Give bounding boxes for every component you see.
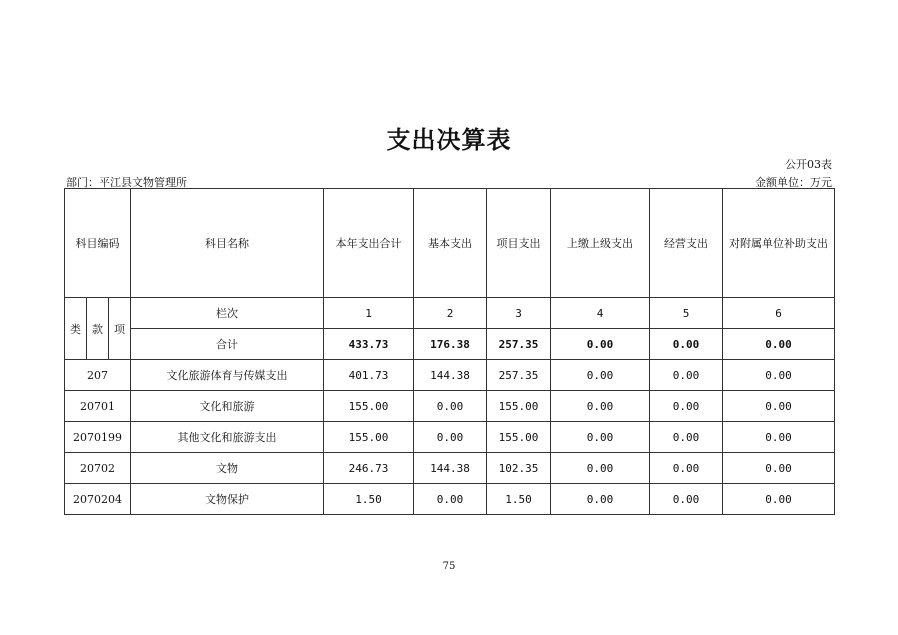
row-value: 0.00 (551, 484, 650, 515)
table-row (65, 484, 835, 515)
table-row (65, 422, 835, 453)
header-basic: 基本支出 (414, 189, 487, 298)
row-value: 155.00 (487, 422, 551, 453)
row-value: 0.00 (723, 453, 835, 484)
row-code: 2070199 (65, 422, 131, 453)
total-value: 0.00 (551, 329, 650, 360)
header-code: 科目编码 (65, 189, 131, 298)
form-number: 公开03表 (785, 158, 832, 171)
total-row (65, 329, 835, 360)
total-value: 257.35 (487, 329, 551, 360)
page-title: 支出决算表 (386, 125, 512, 154)
row-value: 1.50 (487, 484, 551, 515)
row-name: 文物保护 (131, 484, 324, 515)
row-value: 144.38 (414, 360, 487, 391)
table-row (65, 453, 835, 484)
row-value: 155.00 (324, 391, 414, 422)
total-value: 0.00 (723, 329, 835, 360)
row-name: 其他文化和旅游支出 (131, 422, 324, 453)
row-value: 0.00 (650, 360, 723, 391)
table-row (65, 391, 835, 422)
total-label: 合计 (131, 329, 324, 360)
row-value: 0.00 (650, 422, 723, 453)
row-value: 0.00 (414, 422, 487, 453)
header-total: 本年支出合计 (324, 189, 414, 298)
row-code: 20702 (65, 453, 131, 484)
column-number: 2 (414, 298, 487, 329)
row-code: 207 (65, 360, 131, 391)
column-number: 4 (551, 298, 650, 329)
unit-label: 金额单位：万元 (755, 176, 832, 189)
row-value: 0.00 (723, 360, 835, 391)
row-value: 0.00 (723, 484, 835, 515)
row-value: 257.35 (487, 360, 551, 391)
row-value: 0.00 (650, 484, 723, 515)
row-value: 0.00 (723, 391, 835, 422)
department-label: 部门：平江县文物管理所 (66, 176, 187, 189)
total-value: 176.38 (414, 329, 487, 360)
row-value: 0.00 (551, 453, 650, 484)
total-value: 433.73 (324, 329, 414, 360)
row-value: 0.00 (414, 484, 487, 515)
row-value: 102.35 (487, 453, 551, 484)
row-code: 2070204 (65, 484, 131, 515)
row-name: 文物 (131, 453, 324, 484)
row-value: 0.00 (414, 391, 487, 422)
header-row (65, 189, 835, 298)
row-value: 0.00 (551, 360, 650, 391)
row-value: 0.00 (551, 422, 650, 453)
row-value: 1.50 (324, 484, 414, 515)
sub-header-xiang: 项 (109, 298, 131, 360)
row-value: 155.00 (324, 422, 414, 453)
row-name: 文化旅游体育与传媒支出 (131, 360, 324, 391)
row-value: 0.00 (551, 391, 650, 422)
row-value: 401.73 (324, 360, 414, 391)
column-number: 1 (324, 298, 414, 329)
row-value: 0.00 (650, 391, 723, 422)
column-number-row (65, 298, 835, 329)
row-code: 20701 (65, 391, 131, 422)
row-value: 0.00 (650, 453, 723, 484)
table-row (65, 360, 835, 391)
column-number: 6 (723, 298, 835, 329)
column-row-label: 栏次 (131, 298, 324, 329)
header-business: 经营支出 (650, 189, 723, 298)
column-number: 5 (650, 298, 723, 329)
header-upper: 上缴上级支出 (551, 189, 650, 298)
sub-header-cat: 类 (65, 298, 87, 360)
column-number: 3 (487, 298, 551, 329)
row-value: 0.00 (723, 422, 835, 453)
row-name: 文化和旅游 (131, 391, 324, 422)
header-name: 科目名称 (131, 189, 324, 298)
header-subsidy: 对附属单位补助支出 (723, 189, 835, 298)
row-value: 144.38 (414, 453, 487, 484)
row-value: 246.73 (324, 453, 414, 484)
row-value: 155.00 (487, 391, 551, 422)
sub-header-kuan: 款 (87, 298, 109, 360)
header-project: 项目支出 (487, 189, 551, 298)
page-number: 75 (442, 561, 456, 572)
expenditure-table (64, 188, 835, 515)
total-value: 0.00 (650, 329, 723, 360)
